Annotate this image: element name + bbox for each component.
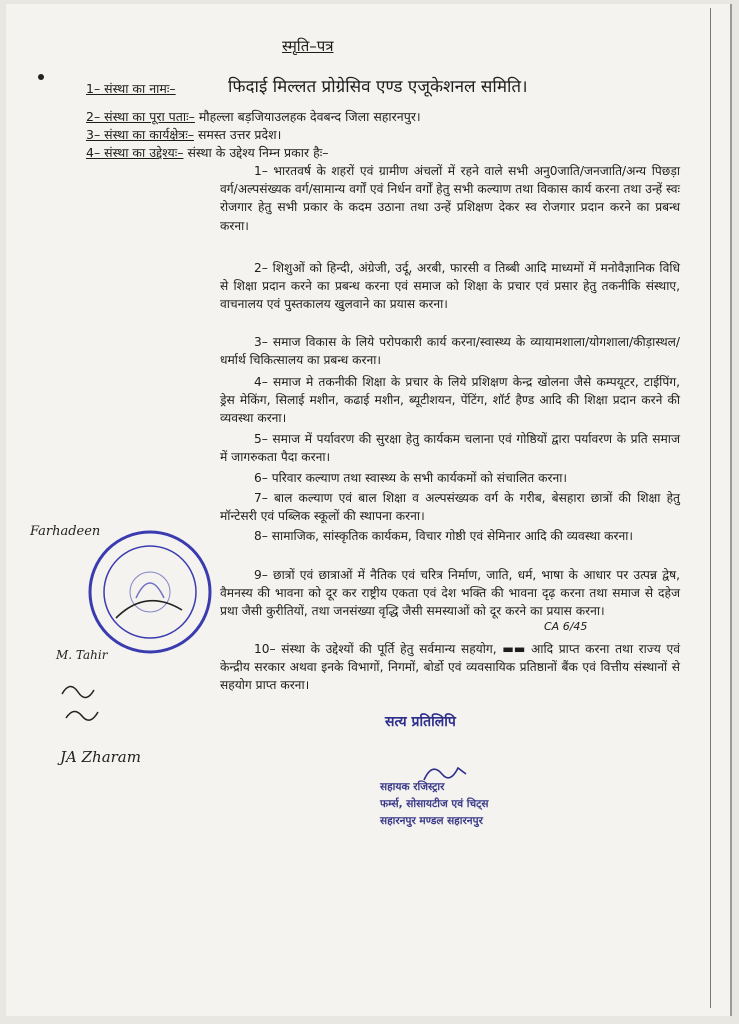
field-value: संस्था के उद्देश्य निम्न प्रकार हैः– — [187, 145, 329, 160]
field-address — [86, 108, 421, 125]
objective-item: 6– परिवार कल्याण तथा स्वास्थ्य के सभी कार्यकमों को संचालित करना। — [254, 471, 567, 485]
office-line-2: फर्म्स, सोसायटीज एवं चिट्स — [380, 798, 489, 810]
field-org-name — [86, 77, 528, 97]
office-line-3: सहारनपुर मण्डल सहारनपुर — [380, 815, 483, 827]
office-line-1: सहायक रजिस्ट्रार — [380, 781, 445, 793]
objective-item: 4– समाज मे तकनीकी शिक्षा के प्रचार के लिये प्रशिक्षण केन्द्र खोलना जैसे कम्पयूटर, टाईपिंग, ड्रेस मेकिंग, सिलाई मशीन, कढाई मशीन, ब्यूटीशयन, पेंटिंग, शॉर्ट हैण्ड आदि की शिक्षा प्रदान करने की व्यवस्था करना। — [220, 375, 680, 426]
punch-mark — [38, 74, 44, 80]
field-jurisdiction — [86, 126, 281, 143]
signature-scribble — [56, 676, 116, 726]
handwritten-annotation: CA 6/45 — [544, 620, 588, 633]
field-label: 4– संस्था का उद्देश्यः– — [86, 145, 184, 160]
signature-3: JA Zharam — [60, 748, 141, 766]
field-label: 2– संस्था का पूरा पताः– — [86, 109, 195, 124]
field-label: 1– संस्था का नामः– — [86, 81, 176, 96]
field-objectives — [86, 144, 329, 161]
certified-copy-stamp: सत्य प्रतिलिपि — [385, 714, 456, 730]
signature-2: M. Tahir — [56, 648, 108, 662]
objective-item: 1– भारतवर्ष के शहरों एवं ग्रामीण अंचलों में रहने वाले सभी अनु0जाति/जनजाति/अन्य पिछड़ा वर्ग/अल्पसंख्यक वर्ग/सामान्य वर्गों एवं निर्धन वर्गों हेतु सभी कल्याण तथा विकास कार्य करना तथा उन्हें स्वः रोजगार हेतु सभी प्रकार के कदम उठाना तथा उन्हें प्रशिक्षण देकर स्व रोजगार प्रदान करने का प्रबन्ध करना। — [220, 164, 680, 233]
objective-item: 10– संस्था के उद्देश्यों की पूर्ति हेतु सर्वमान्य सहयोग, ▬▬ आदि प्राप्त करना तथा राज्य एवं केन्द्रीय सरकार अथवा इनके विभागों, निगमों, बोर्डो एवं व्यवसायिक प्रतिष्ठानों बैंक एवं वित्तीय संस्थानों से सहयोग प्राप्त करना। — [220, 642, 680, 693]
field-value: मौहल्ला बड़जियाउलहक देवबन्द जिला सहारनपुर। — [198, 109, 421, 124]
field-value: समस्त उत्तर प्रदेश। — [197, 127, 282, 142]
document-title: स्मृति–पत्र — [282, 37, 334, 55]
signature-1: Farhadeen — [30, 524, 101, 539]
society-seal-stamp — [86, 528, 214, 656]
objective-item: 3– समाज विकास के लिये परोपकारी कार्य करना/स्वास्थ्य के व्यायामशाला/योगशाला/कीड़ास्थल/धर्मार्थ चिकित्सालय का प्रबन्ध करना। — [220, 335, 680, 368]
objective-item: 8– सामाजिक, सांस्कृतिक कार्यकम, विचार गोष्ठी एवं सेमिनार आदि की व्यवस्था करना। — [254, 529, 634, 543]
objective-item: 9– छात्रों एवं छात्राओं में नैतिक एवं चरित्र निर्माण, जाति, धर्म, भाषा के आधार पर उत्पन्न द्वेष, वैमनस्य की भावना को दूर कर राष्ट्रीय एकता एवं देश भक्ति की भावना दृढ़ करना तथा समाज से दहेज प्रथा जैसी कुरीतियों, तथा जनसंख्या वृद्धि जैसी समस्याओं को दूर करने का प्रयास करना। — [220, 568, 680, 619]
objective-item: 5– समाज में पर्यावरण की सुरक्षा हेतु कार्यकम चलाना एवं गोष्ठियों द्वारा पर्यावरण के प्रति समाज में जागरुकता पैदा करना। — [220, 432, 680, 465]
page-edge — [710, 8, 711, 1008]
field-label: 3– संस्था का कार्यक्षेत्रः– — [86, 127, 194, 142]
objective-item: 2– शिशुओं को हिन्दी, अंग्रेजी, उर्दू, अरबी, फारसी व तिब्बी आदि माध्यमों में मनोवैज्ञानिक विधि से शिक्षा प्रदान करने का प्रबन्ध करना एवं समाज को शिक्षा के प्रचार एवं प्रसार हेतु तकनीकि संस्थाए, वाचनालय एवं पुस्तकालय खुलवाने का प्रयास करना। — [220, 261, 680, 312]
field-value: फिदाई मिल्लत प्रोग्रेसिव एण्ड एजूकेशनल समिति। — [228, 77, 528, 97]
objective-item: 7– बाल कल्याण एवं बाल शिक्षा व अल्पसंख्यक वर्ग के गरीब, बेसहारा छात्रों की शिक्षा हेतु मॉन्टेसरी एवं पब्लिक स्कूलों की स्थापना करना। — [220, 491, 680, 524]
